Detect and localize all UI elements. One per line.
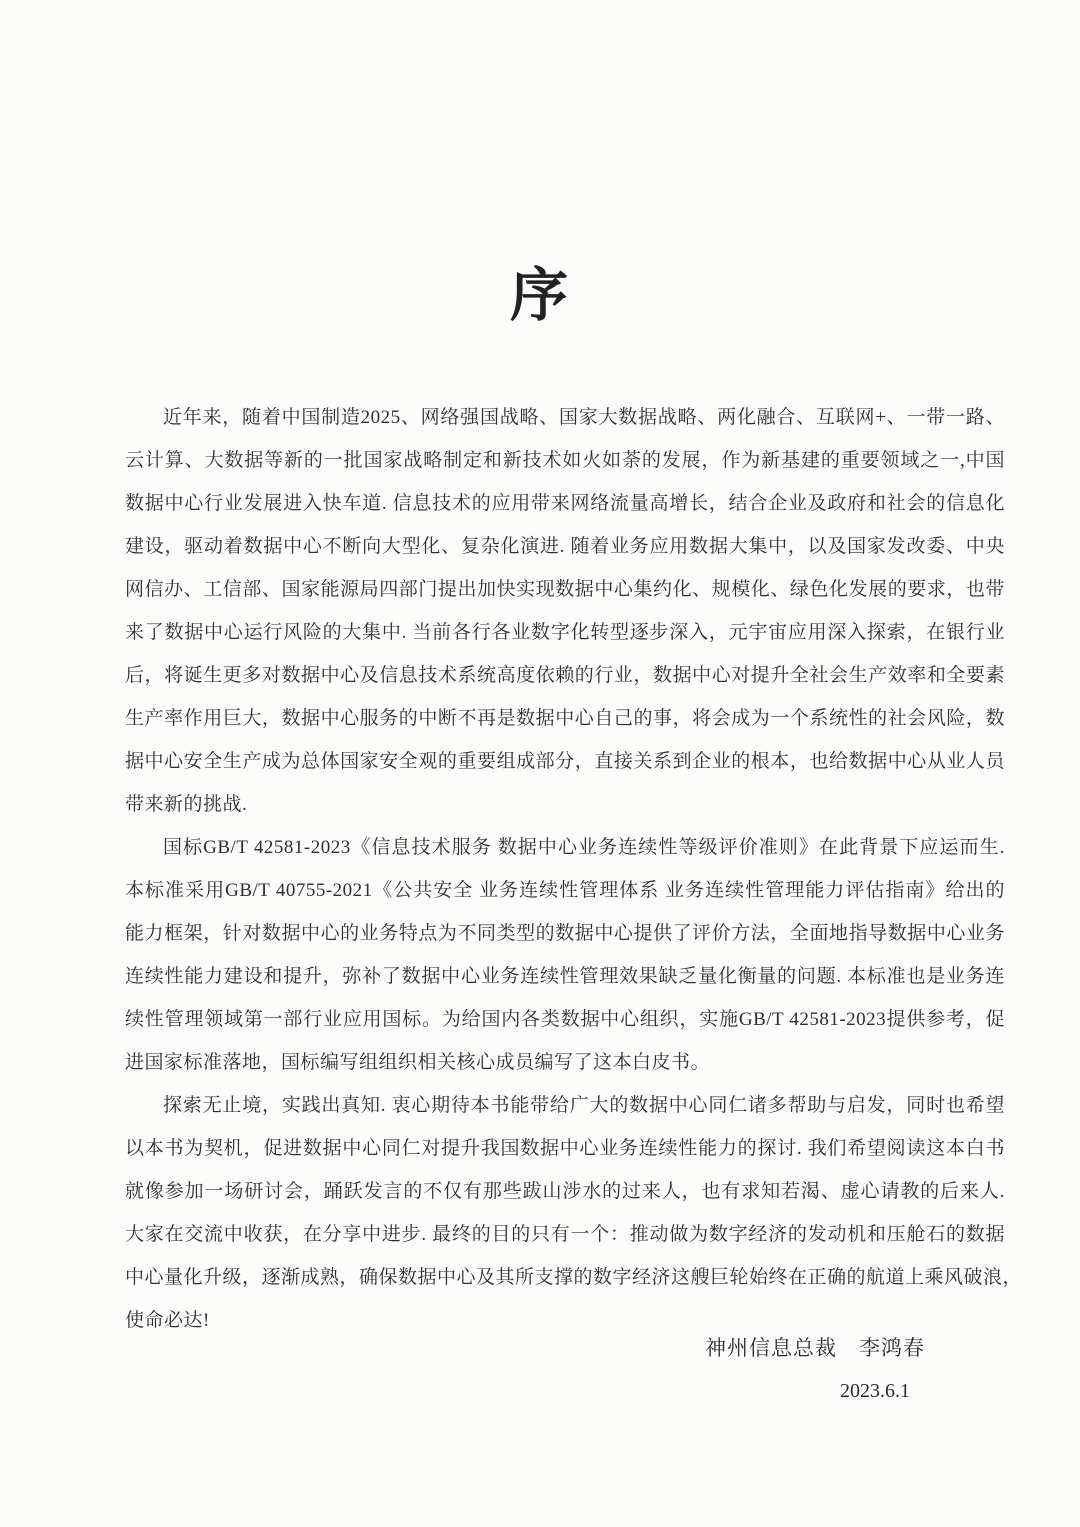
paragraph-line: 云计算、大数据等新的一批国家战略制定和新技术如火如荼的发展，作为新基建的重要领域之一,中国 xyxy=(125,450,1005,471)
paragraph-line: 使命必达! xyxy=(125,1310,210,1331)
paragraph-line: 中心量化升级，逐渐成熟，确保数据中心及其所支撑的数字经济这艘巨轮始终在正确的航道上乘风破浪， xyxy=(125,1267,1023,1288)
paragraph-line: 后，将诞生更多对数据中心及信息技术系统高度依赖的行业，数据中心对提升全社会生产效率和全要素 xyxy=(125,665,1005,686)
signature-date: 2023.6.1 xyxy=(840,1380,910,1402)
paragraph-line: 带来新的挑战. xyxy=(125,794,248,815)
signature: 神州信息总裁 李鸿春 xyxy=(705,1336,925,1360)
paragraph-line: 建设，驱动着数据中心不断向大型化、复杂化演进. 随着业务应用数据大集中，以及国家发改委、中央 xyxy=(125,536,1005,557)
paragraph-line: 网信办、工信部、国家能源局四部门提出加快实现数据中心集约化、规模化、绿色化发展的要求，也带 xyxy=(125,579,1005,600)
paragraph-line: 就像参加一场研讨会，踊跃发言的不仅有那些跋山涉水的过来人，也有求知若渴、虚心请教的后来人. xyxy=(125,1181,1005,1202)
paragraph-line: 数据中心行业发展进入快车道. 信息技术的应用带来网络流量高增长，结合企业及政府和社会的信息化 xyxy=(125,493,1005,514)
document-body xyxy=(125,396,1023,1342)
page-title: 序 xyxy=(509,263,570,328)
paragraph-line: 连续性能力建设和提升，弥补了数据中心业务连续性管理效果缺乏量化衡量的问题. 本标准也是业务连 xyxy=(125,966,1005,987)
paragraph-line: 以本书为契机，促进数据中心同仁对提升我国数据中心业务连续性能力的探讨. 我们希望阅读这本白书 xyxy=(125,1138,1005,1159)
paragraph-line: 国标GB/T 42581-2023《信息技术服务 数据中心业务连续性等级评价准则》在此背景下应运而生. xyxy=(163,837,1005,858)
paragraph-line: 本标准采用GB/T 40755-2021《公共安全 业务连续性管理体系 业务连续性管理能力评估指南》给出的 xyxy=(125,880,1005,901)
paragraph-line: 据中心安全生产成为总体国家安全观的重要组成部分，直接关系到企业的根本，也给数据中心从业人员 xyxy=(125,751,1005,772)
paragraph-line: 大家在交流中收获，在分享中进步. 最终的目的只有一个：推动做为数字经济的发动机和压舱石的数据 xyxy=(125,1224,1005,1245)
paragraph-line: 探索无止境，实践出真知. 衷心期待本书能带给广大的数据中心同仁诸多帮助与启发，同时也希望 xyxy=(163,1095,1005,1116)
paragraph-line: 来了数据中心运行风险的大集中. 当前各行各业数字化转型逐步深入，元宇宙应用深入探索，在银行业 xyxy=(125,622,1005,643)
paragraph-line: 进国家标准落地，国标编写组组织相关核心成员编写了这本白皮书。 xyxy=(125,1052,711,1073)
paragraph-line: 生产率作用巨大，数据中心服务的中断不再是数据中心自己的事，将会成为一个系统性的社会风险，数 xyxy=(125,708,1005,729)
paragraph-line: 续性管理领域第一部行业应用国标。为给国内各类数据中心组织，实施GB/T 42581-2023提供参考，促 xyxy=(125,1009,1005,1030)
paragraph-line: 能力框架，针对数据中心的业务特点为不同类型的数据中心提供了评价方法，全面地指导数据中心业务 xyxy=(125,923,1005,944)
paragraph-line: 近年来，随着中国制造2025、网络强国战略、国家大数据战略、两化融合、互联网+、一带一路、 xyxy=(163,407,1005,428)
